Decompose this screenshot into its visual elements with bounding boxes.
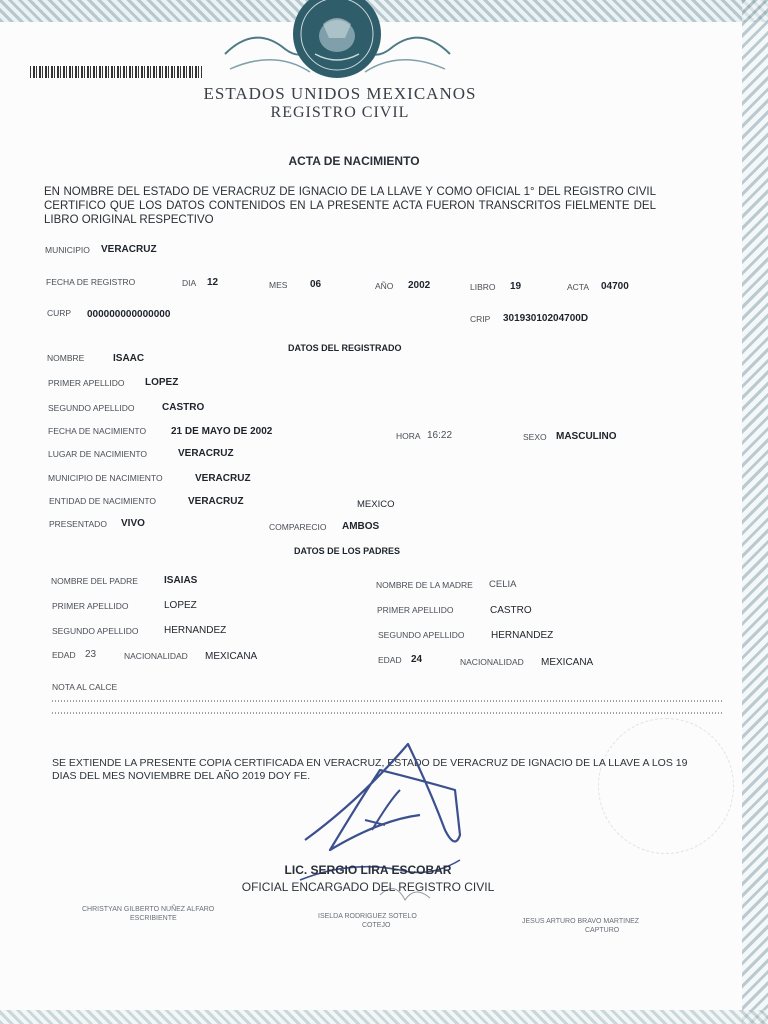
left-signer-name: CHRISTYAN GILBERTO NUÑEZ ALFARO — [82, 906, 215, 913]
barcode — [30, 66, 202, 78]
entidad-nacimiento-label: ENTIDAD DE NACIMIENTO — [49, 496, 157, 506]
nombre-label: NOMBRE — [47, 353, 85, 363]
fecha-registro-label: FECHA DE REGISTRO — [46, 277, 136, 287]
mes-label: MES — [269, 280, 288, 290]
municipio-nacimiento-label: MUNICIPIO DE NACIMIENTO — [48, 473, 163, 483]
mother-nombre-value: CELIA — [489, 579, 517, 590]
father-primer-apellido-label: PRIMER APELLIDO — [52, 601, 129, 611]
father-segundo-apellido-label: SEGUNDO APELLIDO — [52, 626, 139, 636]
father-nombre-label: NOMBRE DEL PADRE — [51, 576, 138, 586]
fecha-nacimiento-value: 21 DE MAYO DE 2002 — [171, 426, 273, 437]
right-signer-role: CAPTURO — [585, 927, 620, 934]
sexo-label: SEXO — [523, 432, 547, 442]
segundo-apellido-label: SEGUNDO APELLIDO — [48, 403, 135, 413]
mother-edad-value: 24 — [411, 654, 423, 665]
mes-value: 06 — [310, 279, 322, 290]
official-name: LIC. SERGIO LIRA ESCOBAR — [284, 863, 452, 877]
national-seal-icon — [215, 0, 460, 86]
mother-segundo-apellido-value: HERNANDEZ — [491, 630, 554, 641]
center-signer-name: ISELDA RODRIGUEZ SOTELO — [318, 913, 417, 920]
mother-nacionalidad-label: NACIONALIDAD — [460, 657, 524, 667]
lugar-nacimiento-label: LUGAR DE NACIMIENTO — [48, 449, 148, 459]
municipio-nacimiento-value: VERACRUZ — [195, 473, 251, 484]
primer-apellido-label: PRIMER APELLIDO — [48, 378, 125, 388]
curp-value: 000000000000000 — [87, 309, 171, 320]
comparecio-value: AMBOS — [342, 521, 380, 532]
nombre-value: ISAAC — [113, 353, 145, 364]
guilloche-border-bottom — [0, 1010, 768, 1024]
mother-nombre-label: NOMBRE DE LA MADRE — [376, 580, 473, 590]
presentado-value: VIVO — [121, 518, 145, 529]
lugar-nacimiento-value: VERACRUZ — [178, 448, 234, 459]
curp-label: CURP — [47, 308, 72, 318]
crip-label: CRIP — [470, 314, 491, 324]
acta-value: 04700 — [601, 281, 629, 292]
right-signer-name: JESUS ARTURO BRAVO MARTINEZ — [522, 918, 640, 925]
fecha-nacimiento-label: FECHA DE NACIMIENTO — [48, 426, 147, 436]
father-nacionalidad-value: MEXICANA — [205, 651, 258, 662]
mother-nacionalidad-value: MEXICANA — [541, 657, 594, 668]
pais-value: MEXICO — [357, 499, 395, 510]
dia-value: 12 — [207, 277, 219, 288]
municipio-value: VERACRUZ — [101, 244, 157, 255]
anio-value: 2002 — [408, 280, 431, 291]
mother-segundo-apellido-label: SEGUNDO APELLIDO — [378, 630, 465, 640]
libro-label: LIBRO — [470, 282, 496, 292]
anio-label: AÑO — [375, 281, 394, 291]
hora-label: HORA — [396, 431, 421, 441]
father-primer-apellido-value: LOPEZ — [164, 600, 197, 611]
crip-value: 30193010204700D — [503, 313, 589, 324]
dia-label: DIA — [182, 278, 197, 288]
registry-stamp — [598, 718, 734, 854]
nota-calce-filler — [52, 700, 722, 720]
comparecio-label: COMPARECIO — [269, 522, 327, 532]
acta-label: ACTA — [567, 282, 590, 292]
father-nombre-value: ISAIAS — [164, 575, 198, 586]
libro-value: 19 — [510, 281, 522, 292]
guilloche-border-right — [742, 0, 768, 1024]
father-nacionalidad-label: NACIONALIDAD — [124, 651, 188, 661]
parents-section-title: DATOS DE LOS PADRES — [294, 546, 401, 556]
municipio-label: MUNICIPIO — [45, 245, 90, 255]
father-edad-label: EDAD — [52, 650, 76, 660]
registrant-section-title: DATOS DEL REGISTRADO — [288, 343, 402, 353]
document-title: ACTA DE NACIMIENTO — [288, 154, 420, 168]
entidad-nacimiento-value: VERACRUZ — [188, 496, 244, 507]
father-segundo-apellido-value: HERNANDEZ — [164, 625, 227, 636]
center-signer-role: COTEJO — [362, 922, 391, 929]
mother-primer-apellido-label: PRIMER APELLIDO — [377, 605, 454, 615]
left-signer-role: ESCRIBIENTE — [130, 915, 177, 922]
nota-calce-label: NOTA AL CALCE — [52, 682, 118, 692]
sexo-value: MASCULINO — [556, 431, 617, 442]
mother-primer-apellido-value: CASTRO — [490, 605, 532, 616]
registry-heading: REGISTRO CIVIL — [270, 104, 410, 121]
segundo-apellido-value: CASTRO — [162, 402, 205, 413]
hora-value: 16:22 — [427, 430, 453, 441]
father-edad-value: 23 — [85, 649, 97, 660]
certification-intro: EN NOMBRE DEL ESTADO DE VERACRUZ DE IGNACIO DE LA LLAVE Y COMO OFICIAL 1° DEL REGISTRO CIVIL CERTIFICO QUE LOS DATOS CONTENIDOS EN LA PRESENTE ACTA FUERON TRANSCRITOS FIELMENTE DEL LIBRO ORIGINAL RESPECTIVO — [44, 186, 656, 226]
country-heading: ESTADOS UNIDOS MEXICANOS — [203, 84, 477, 103]
official-role: OFICIAL ENCARGADO DEL REGISTRO CIVIL — [241, 880, 495, 894]
presentado-label: PRESENTADO — [49, 519, 107, 529]
mother-edad-label: EDAD — [378, 655, 402, 665]
closing-statement: SE EXTIENDE LA PRESENTE COPIA CERTIFICADA EN VERACRUZ, ESTADO DE VERACRUZ DE IGNACIO DE LA LLAVE A LOS 19 DIAS DEL MES NOVIEMBRE DEL AÑO 2019 DOY FE. — [52, 757, 688, 782]
primer-apellido-value: LOPEZ — [145, 377, 179, 388]
